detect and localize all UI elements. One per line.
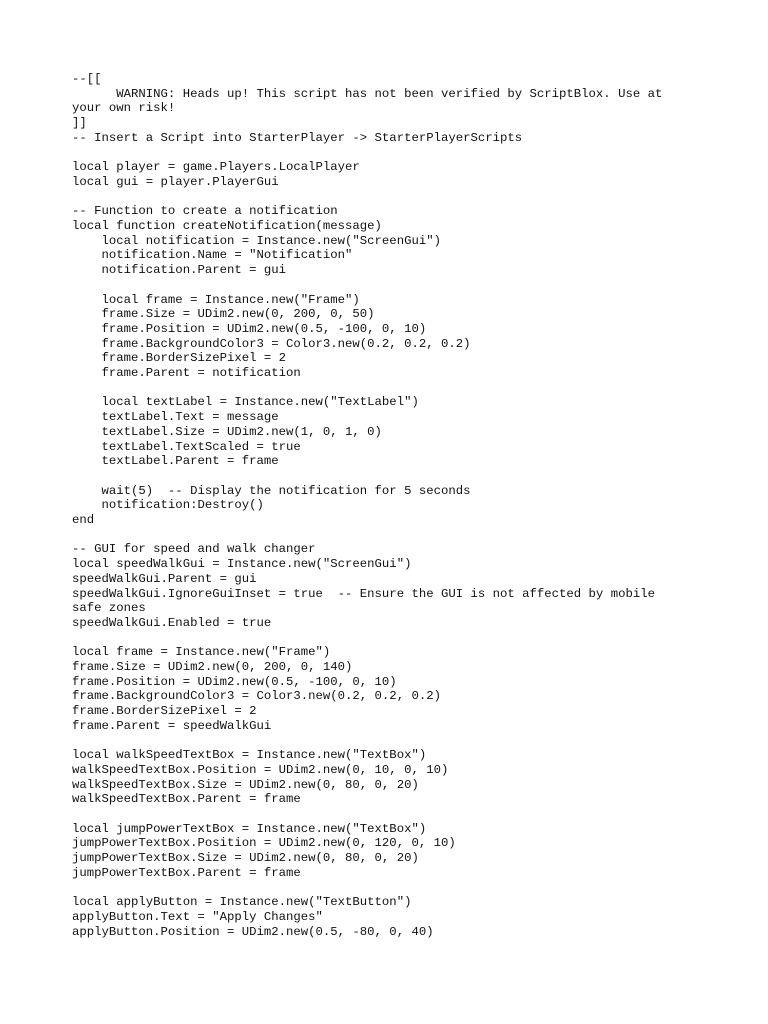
code-line bbox=[72, 734, 692, 749]
code-line: local function createNotification(message) bbox=[72, 219, 382, 233]
code-line: -- GUI for speed and walk changer bbox=[72, 542, 316, 557]
code-line: -- Function to create a notification bbox=[72, 204, 338, 219]
code-line: walkSpeedTextBox.Size = UDim2.new(0, 80, 0, 20) bbox=[72, 777, 419, 792]
code-line: local speedWalkGui = Instance.new("ScreenGui") bbox=[72, 557, 412, 572]
code-line: frame.Parent = notification bbox=[72, 366, 301, 381]
code-line: walkSpeedTextBox.Position = UDim2.new(0, 10, 0, 10) bbox=[72, 762, 449, 777]
code-line: local gui = player.PlayerGui bbox=[72, 174, 279, 189]
code-line: notification.Parent = gui bbox=[72, 263, 287, 278]
code-line: local frame = Instance.new("Frame") bbox=[72, 292, 360, 307]
code-line: frame.Parent = speedWalkGui bbox=[72, 718, 272, 733]
code-line: applyButton.Text = "Apply Changes" bbox=[72, 909, 323, 924]
code-line: WARNING: Heads up! This script has not been verified by ScriptBlox. Use at bbox=[72, 86, 663, 101]
code-line: frame.BorderSizePixel = 2 bbox=[72, 351, 287, 366]
code-line: textLabel.TextScaled = true bbox=[72, 439, 301, 454]
code-line: -- Insert a Script into StarterPlayer -> StarterPlayerScripts bbox=[72, 130, 523, 145]
code-line: frame.Position = UDim2.new(0.5, -100, 0, 10) bbox=[72, 674, 397, 689]
code-line: textLabel.Size = UDim2.new(1, 0, 1, 0) bbox=[72, 424, 382, 439]
code-line: jumpPowerTextBox.Position = UDim2.new(0, 120, 0, 10) bbox=[72, 836, 456, 851]
code-line: applyButton.Position = UDim2.new(0.5, -80, 0, 40) bbox=[72, 924, 434, 939]
code-line: --[[ bbox=[72, 72, 102, 86]
code-line: local walkSpeedTextBox = Instance.new("TextBox") bbox=[72, 748, 427, 763]
code-line: speedWalkGui.Enabled = true bbox=[72, 615, 272, 630]
code-line: notification:Destroy() bbox=[72, 498, 264, 513]
code-line: jumpPowerTextBox.Parent = frame bbox=[72, 865, 301, 880]
code-line: frame.BackgroundColor3 = Color3.new(0.2, 0.2, 0.2) bbox=[72, 336, 471, 351]
code-line bbox=[72, 631, 692, 646]
code-line: local notification = Instance.new("ScreenGui") bbox=[72, 233, 441, 248]
code-line: textLabel.Parent = frame bbox=[72, 454, 279, 469]
code-line: local frame = Instance.new("Frame") bbox=[72, 645, 331, 660]
code-line: jumpPowerTextBox.Size = UDim2.new(0, 80, 0, 20) bbox=[72, 851, 419, 866]
code-line: walkSpeedTextBox.Parent = frame bbox=[72, 792, 301, 807]
code-line bbox=[72, 278, 692, 293]
code-line: local player = game.Players.LocalPlayer bbox=[72, 160, 360, 175]
code-line: notification.Name = "Notification" bbox=[72, 248, 353, 263]
code-line bbox=[72, 807, 692, 822]
code-line: frame.Position = UDim2.new(0.5, -100, 0, 10) bbox=[72, 321, 427, 336]
code-line: local textLabel = Instance.new("TextLabel") bbox=[72, 395, 419, 410]
code-line: wait(5) -- Display the notification for 5 seconds bbox=[72, 483, 471, 498]
code-line bbox=[72, 381, 692, 396]
code-line: textLabel.Text = message bbox=[72, 410, 279, 425]
code-line bbox=[72, 881, 692, 896]
code-line: end bbox=[72, 513, 95, 528]
code-line bbox=[72, 469, 692, 484]
code-line: frame.BackgroundColor3 = Color3.new(0.2, 0.2, 0.2) bbox=[72, 689, 441, 704]
code-line: safe zones bbox=[72, 601, 146, 616]
code-line: frame.Size = UDim2.new(0, 200, 0, 50) bbox=[72, 307, 375, 322]
code-line: local applyButton = Instance.new("TextButton") bbox=[72, 895, 412, 910]
code-line bbox=[72, 190, 692, 205]
code-line: frame.Size = UDim2.new(0, 200, 0, 140) bbox=[72, 660, 353, 675]
code-line: local jumpPowerTextBox = Instance.new("TextBox") bbox=[72, 821, 427, 836]
code-line: your own risk! bbox=[72, 101, 176, 116]
code-line bbox=[72, 146, 692, 161]
code-listing bbox=[72, 72, 692, 939]
code-line: speedWalkGui.IgnoreGuiInset = true -- Ensure the GUI is not affected by mobile bbox=[72, 586, 655, 601]
code-line: speedWalkGui.Parent = gui bbox=[72, 571, 257, 586]
code-line: frame.BorderSizePixel = 2 bbox=[72, 704, 257, 719]
code-line: ]] bbox=[72, 116, 87, 131]
code-line bbox=[72, 528, 692, 543]
